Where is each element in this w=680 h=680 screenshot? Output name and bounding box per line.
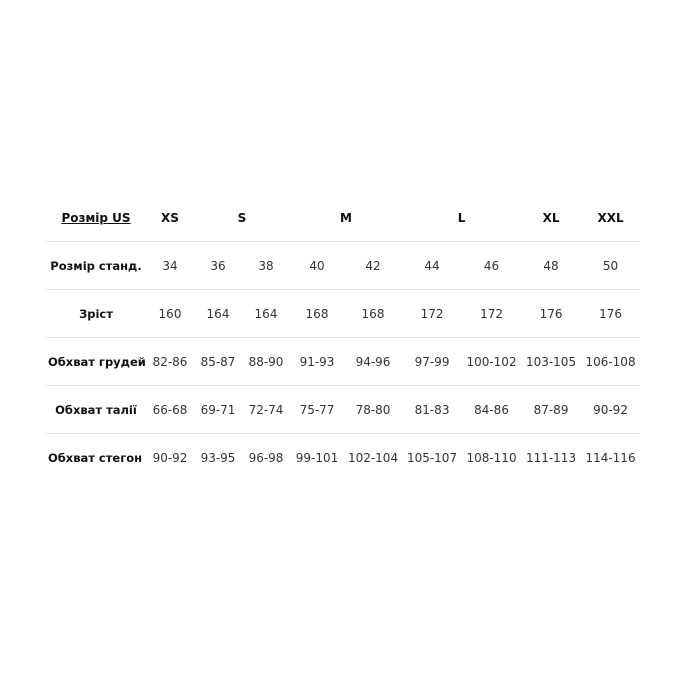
table-cell: 93-95	[194, 434, 242, 482]
size-xxl: XXL	[597, 210, 624, 225]
table-cell: 87-89	[521, 386, 581, 434]
table-cell: 88-90	[242, 338, 290, 386]
table-cell: 105-107	[402, 434, 462, 482]
table-cell: 164	[242, 290, 290, 338]
table-cell: 85-87	[194, 338, 242, 386]
table-cell: 34	[146, 242, 194, 290]
table-cell: 172	[402, 290, 462, 338]
header-row	[46, 194, 640, 242]
size-m: M	[340, 210, 352, 225]
row-label: Обхват талії	[46, 386, 146, 434]
row-label: Обхват грудей	[46, 338, 146, 386]
table-row	[46, 386, 640, 434]
table-cell: 176	[521, 290, 581, 338]
table-cell: 90-92	[146, 434, 194, 482]
table-cell: 172	[462, 290, 521, 338]
table-cell: 103-105	[521, 338, 581, 386]
table-row	[46, 242, 640, 290]
table-cell: 72-74	[242, 386, 290, 434]
table-row	[46, 290, 640, 338]
table-cell: 114-116	[581, 434, 640, 482]
table-cell: 100-102	[462, 338, 521, 386]
table-cell: 81-83	[402, 386, 462, 434]
table-cell: 50	[581, 242, 640, 290]
table-cell: 164	[194, 290, 242, 338]
table-cell: 168	[344, 290, 402, 338]
table-cell: 94-96	[344, 338, 402, 386]
table-cell: 102-104	[344, 434, 402, 482]
row-label: Обхват стегон	[46, 434, 146, 482]
header-label: Розмір US	[61, 210, 131, 225]
table-cell: 42	[344, 242, 402, 290]
table-cell: 97-99	[402, 338, 462, 386]
size-chart-table	[46, 194, 640, 481]
table-cell: 168	[290, 290, 344, 338]
table-cell: 160	[146, 290, 194, 338]
table-row	[46, 338, 640, 386]
table-cell: 106-108	[581, 338, 640, 386]
table-cell: 40	[290, 242, 344, 290]
table-cell: 44	[402, 242, 462, 290]
table-cell: 48	[521, 242, 581, 290]
table-cell: 46	[462, 242, 521, 290]
table-cell: 99-101	[290, 434, 344, 482]
size-s: S	[237, 210, 247, 225]
table-cell: 91-93	[290, 338, 344, 386]
table-row	[46, 434, 640, 482]
table-cell: 84-86	[462, 386, 521, 434]
table-cell: 69-71	[194, 386, 242, 434]
table-cell: 75-77	[290, 386, 344, 434]
table-cell: 90-92	[581, 386, 640, 434]
table-cell: 96-98	[242, 434, 290, 482]
table-cell: 82-86	[146, 338, 194, 386]
size-l: L	[457, 210, 466, 225]
table-cell: 111-113	[521, 434, 581, 482]
row-label: Розмір станд.	[46, 242, 146, 290]
table-cell: 38	[242, 242, 290, 290]
table-cell: 36	[194, 242, 242, 290]
table-cell: 108-110	[462, 434, 521, 482]
row-label: Зріст	[46, 290, 146, 338]
table-cell: 66-68	[146, 386, 194, 434]
table-cell: 176	[581, 290, 640, 338]
table-cell: 78-80	[344, 386, 402, 434]
size-xl: XL	[542, 210, 560, 225]
size-xs: XS	[161, 210, 179, 225]
